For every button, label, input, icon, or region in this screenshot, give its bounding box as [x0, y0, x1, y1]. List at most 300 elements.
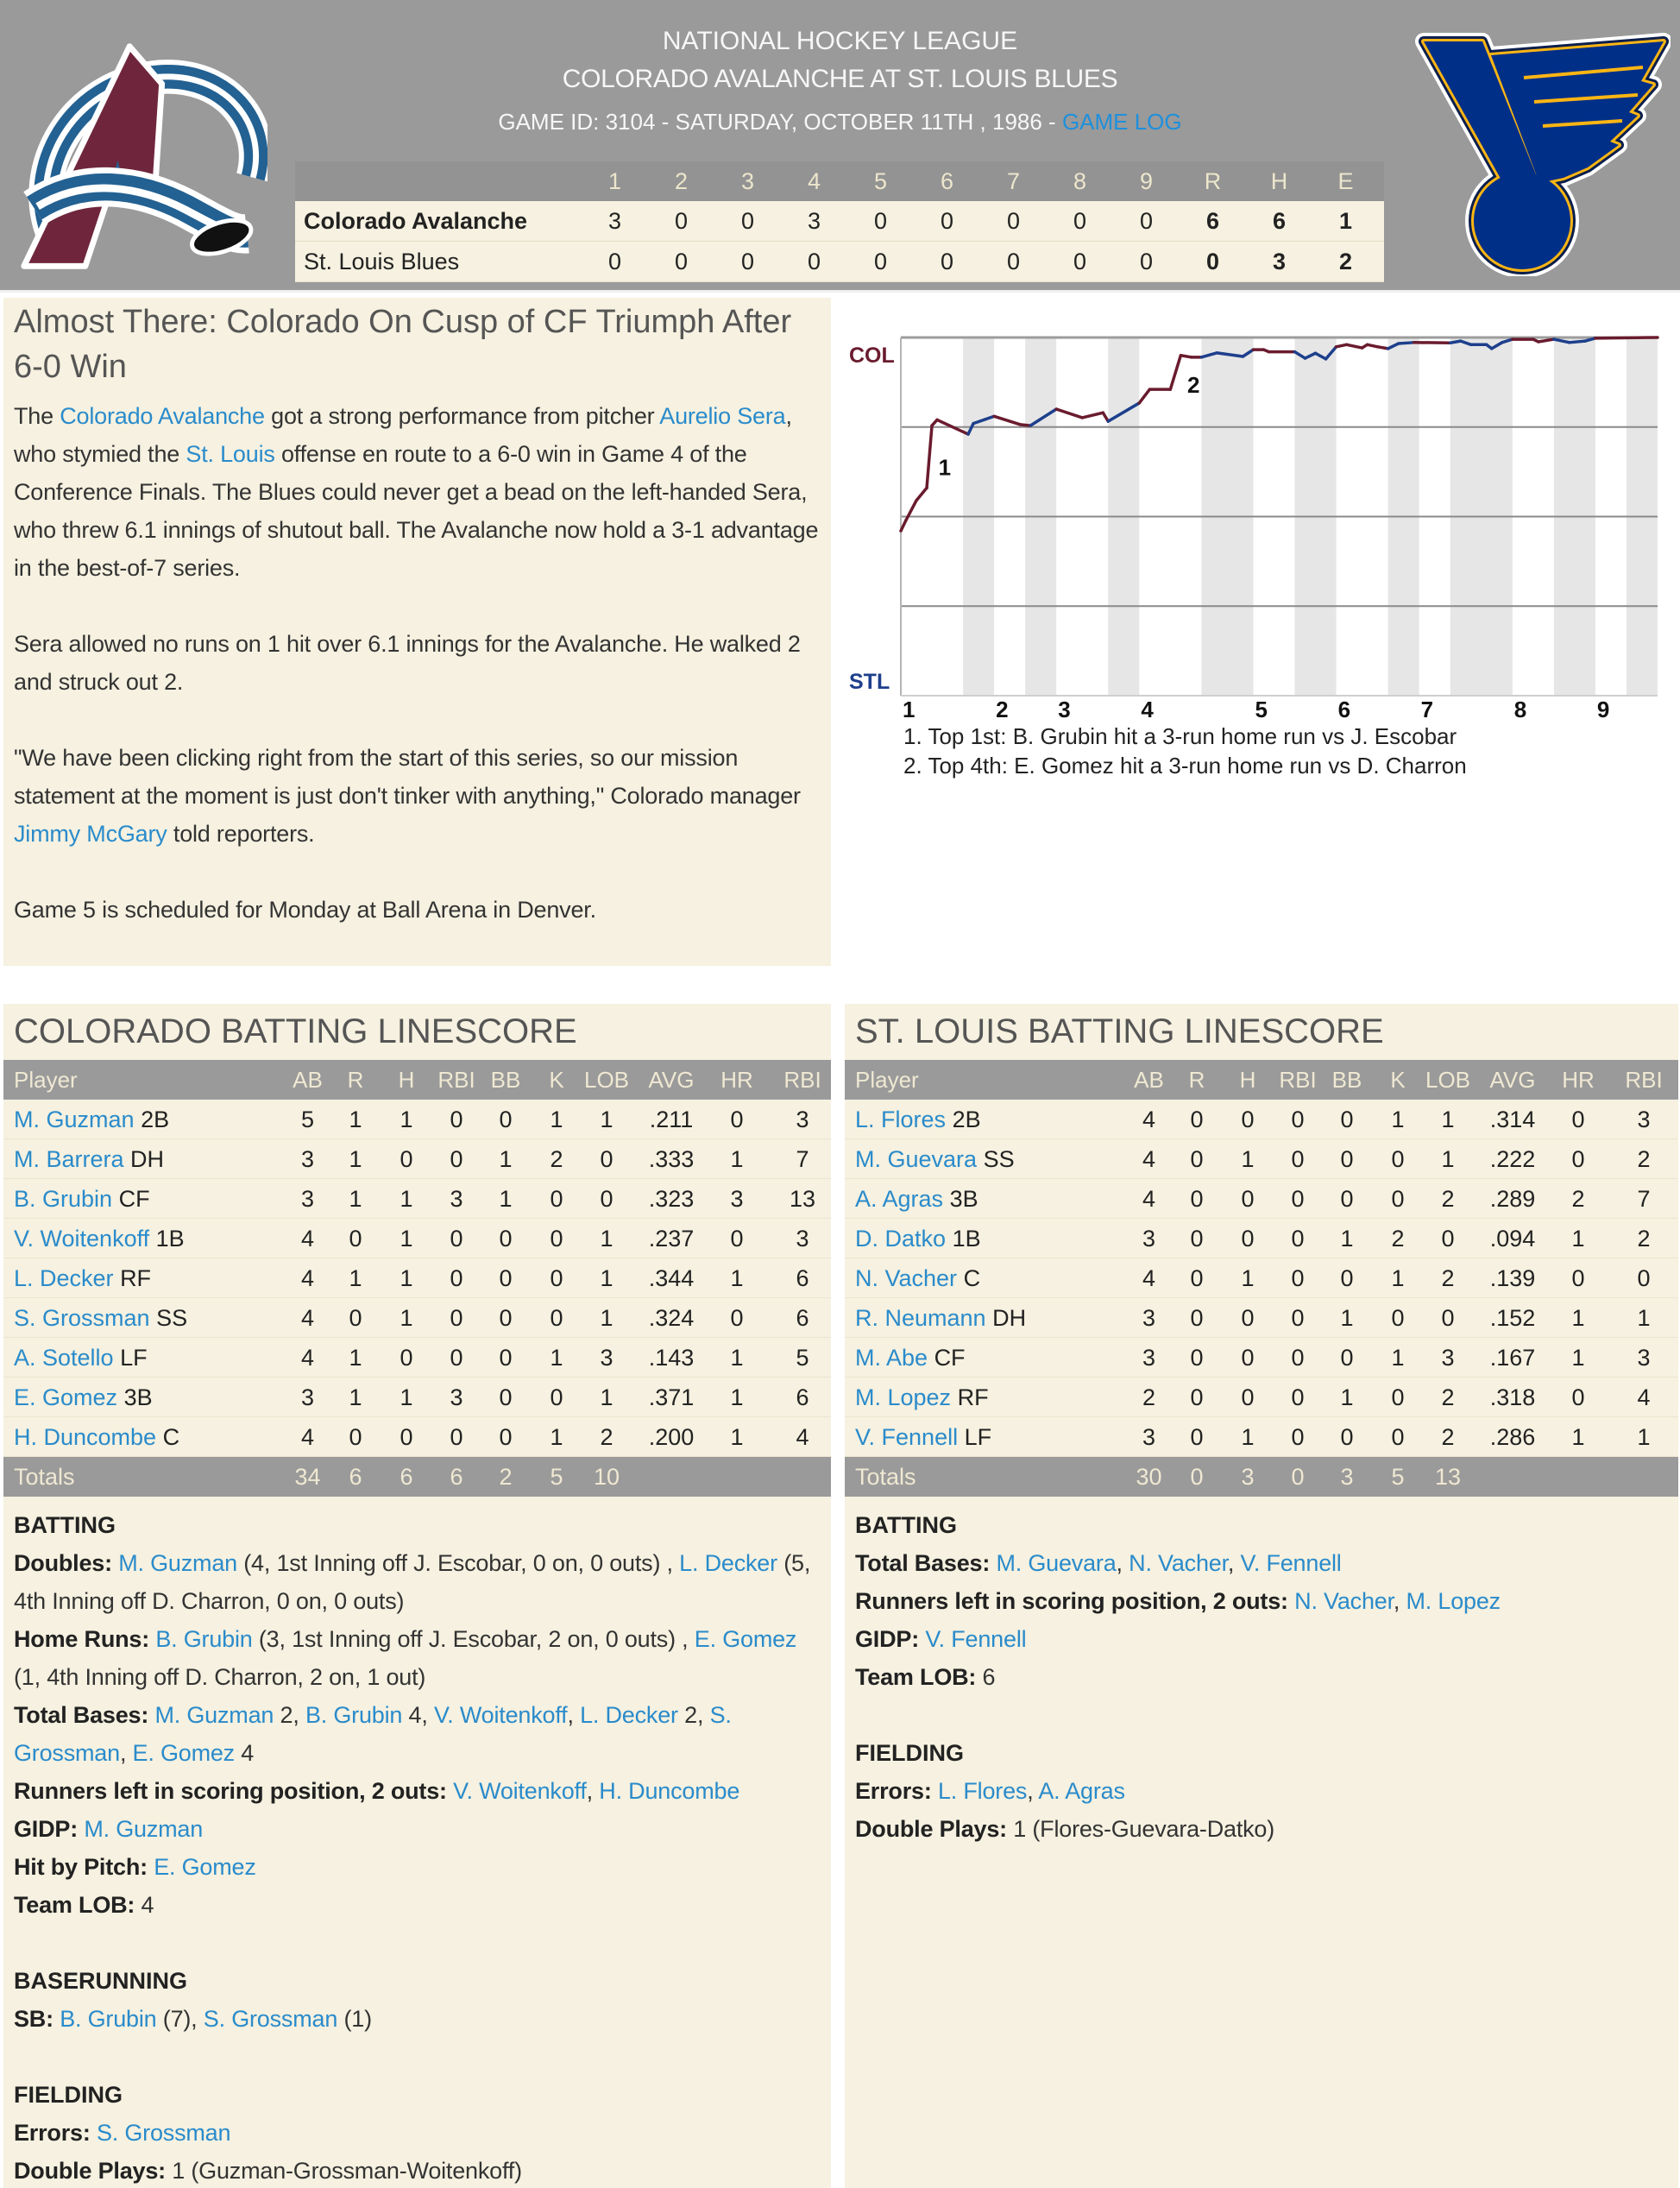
stat-cell: 0 — [499, 1305, 513, 1331]
text-segment: 4 — [135, 1892, 154, 1918]
table-row — [845, 1179, 1678, 1219]
notes-label: Team LOB: — [14, 1892, 135, 1918]
scoreboard-score: 3 — [1272, 249, 1287, 274]
scoreboard-score: 0 — [873, 249, 888, 274]
inning-tick-label: 4 — [1141, 697, 1154, 722]
totals-label: Totals — [855, 1464, 916, 1490]
entity-link[interactable]: N. Vacher — [1129, 1550, 1228, 1576]
player-link[interactable]: N. Vacher — [855, 1265, 958, 1291]
notes-line — [14, 2000, 821, 2038]
notes-line — [14, 2114, 821, 2152]
stat-cell: 2 — [1441, 1424, 1455, 1450]
player-link[interactable]: M. Lopez — [855, 1384, 952, 1410]
stat-cell: 0 — [1291, 1186, 1305, 1212]
stat-cell: 1 — [730, 1384, 744, 1410]
player-link[interactable]: A. Agras — [855, 1186, 944, 1212]
table-row — [3, 1417, 831, 1457]
stat-cell: 1 — [730, 1265, 744, 1291]
stat-cell: 1 — [1637, 1424, 1651, 1450]
player-cell — [3, 1219, 284, 1258]
notes-label: Total Bases: — [14, 1702, 149, 1728]
scoreboard-score: 0 — [873, 208, 888, 234]
stat-cell: .211 — [649, 1107, 694, 1132]
stat-cell: 3 — [450, 1384, 463, 1410]
entity-link[interactable]: M. Guevara — [996, 1550, 1117, 1576]
stat-cell: 0 — [730, 1107, 744, 1132]
totals-stat: 30 — [1136, 1464, 1162, 1490]
stat-cell: 6 — [796, 1305, 809, 1331]
stat-cell: 0 — [1190, 1305, 1204, 1331]
stat-cell: 1 — [1637, 1305, 1651, 1331]
notes-line — [14, 1620, 821, 1696]
stat-cell: 3 — [600, 1345, 613, 1371]
scoreboard-score: 0 — [1073, 208, 1087, 234]
matchup-title: COLORADO AVALANCHE AT ST. LOUIS BLUES — [562, 65, 1118, 93]
stat-cell: 0 — [1391, 1186, 1405, 1212]
notes-label: SB: — [14, 2006, 53, 2032]
text-segment: 1 (Flores-Guevara-Datko) — [1006, 1816, 1275, 1842]
scoreboard-score: 1 — [1338, 208, 1353, 234]
notes-section-heading: FIELDING — [855, 1740, 964, 1766]
scoreboard-column-header: 4 — [807, 168, 821, 194]
stat-cell: 0 — [450, 1107, 463, 1132]
scoreboard-score: 3 — [607, 208, 622, 234]
stat-cell: 0 — [400, 1146, 413, 1172]
entity-link[interactable]: L. Decker — [580, 1702, 678, 1728]
scoreboard-column-header: 5 — [873, 168, 888, 194]
entity-link[interactable]: V. Fennell — [925, 1626, 1027, 1652]
stat-cell: 1 — [600, 1107, 613, 1132]
totals-stat — [1552, 1457, 1604, 1497]
totals-stat: 5 — [1391, 1464, 1405, 1490]
notes-section — [855, 1506, 1668, 1696]
inning-tick-label: 7 — [1420, 697, 1434, 722]
entity-link[interactable]: M. Lopez — [1406, 1588, 1501, 1614]
text-segment: (4, 1st Inning off J. Escobar, 0 on, 0 outs) , — [236, 1550, 680, 1576]
stat-cell: 0 — [1571, 1384, 1585, 1410]
stat-cell: 1 — [730, 1146, 744, 1172]
stat-cell: 0 — [1190, 1345, 1204, 1371]
player-link[interactable]: B. Grubin — [14, 1186, 113, 1212]
stat-cell: 0 — [1291, 1345, 1305, 1371]
stat-cell: 0 — [1291, 1146, 1305, 1172]
notes-line — [14, 1544, 821, 1620]
stat-cell: 2 — [1441, 1186, 1455, 1212]
table-row — [3, 1258, 831, 1298]
entity-link[interactable]: V. Woitenkoff — [453, 1778, 587, 1804]
scoreboard-score: 0 — [607, 249, 622, 274]
stat-cell: 0 — [550, 1226, 563, 1252]
stat-cell: 3 — [1441, 1345, 1455, 1371]
stat-cell: .237 — [648, 1226, 695, 1252]
player-cell — [3, 1139, 284, 1179]
stat-cell: 0 — [450, 1424, 463, 1450]
entity-link[interactable]: V. Fennell — [1240, 1550, 1342, 1576]
game-log-link[interactable]: GAME LOG — [1061, 109, 1182, 135]
stat-cell: 0 — [1340, 1186, 1354, 1212]
totals-label: Totals — [14, 1464, 75, 1490]
scoreboard-score: 0 — [1073, 249, 1087, 274]
stat-cell: 0 — [1190, 1424, 1204, 1450]
player-link[interactable]: D. Datko — [855, 1226, 947, 1252]
stat-cell: 3 — [1637, 1107, 1651, 1132]
entity-link[interactable]: S. Grossman — [96, 2120, 231, 2146]
entity-link[interactable]: Jimmy McGary — [14, 821, 167, 847]
article-paragraph — [14, 625, 819, 701]
stat-cell: 0 — [1441, 1226, 1455, 1252]
column-header: BB — [490, 1067, 521, 1093]
stlouis-game-notes — [845, 1497, 1678, 1848]
player-position: SS — [156, 1305, 188, 1331]
entity-link[interactable]: E. Gomez — [694, 1626, 797, 1652]
player-link[interactable]: M. Guzman — [14, 1107, 135, 1132]
stat-cell: 0 — [349, 1305, 362, 1331]
entity-link[interactable]: V. Woitenkoff — [433, 1702, 568, 1728]
article-paragraph — [14, 739, 819, 853]
column-header: RBI — [1625, 1067, 1663, 1093]
player-link[interactable]: R. Neumann — [855, 1305, 986, 1331]
player-link[interactable]: L. Flores — [855, 1107, 947, 1132]
entity-link[interactable]: L. Decker — [679, 1550, 777, 1576]
totals-stat — [1604, 1457, 1678, 1497]
stat-cell: 0 — [1291, 1265, 1305, 1291]
notes-line — [855, 1582, 1668, 1620]
stat-cell: .289 — [1489, 1186, 1536, 1212]
stat-cell: 1 — [730, 1424, 744, 1450]
stat-cell: 0 — [499, 1107, 513, 1132]
table-row — [845, 1219, 1678, 1258]
table-row — [845, 1417, 1678, 1457]
player-link[interactable]: M. Abe — [855, 1345, 928, 1371]
player-position: 2B — [952, 1107, 981, 1132]
stat-cell: 0 — [1241, 1107, 1255, 1132]
player-link[interactable]: V. Woitenkoff — [14, 1226, 150, 1252]
player-cell — [845, 1179, 1125, 1219]
scoreboard-team-name: Colorado Avalanche — [304, 208, 528, 234]
entity-link[interactable]: E. Gomez — [132, 1740, 235, 1766]
table-row — [845, 1298, 1678, 1338]
entity-link[interactable]: Aurelio Sera — [659, 403, 786, 429]
stat-cell: 5 — [300, 1107, 315, 1132]
stat-cell: 0 — [499, 1345, 513, 1371]
player-link[interactable]: S. Grossman — [14, 1305, 150, 1331]
notes-line — [855, 1620, 1668, 1658]
stat-cell: 0 — [1391, 1305, 1405, 1331]
stat-cell: 1 — [600, 1265, 613, 1291]
stat-cell: 1 — [349, 1186, 362, 1212]
text-segment: , who stymied the — [14, 403, 792, 467]
player-cell — [845, 1417, 1125, 1457]
player-cell — [845, 1258, 1125, 1298]
entity-link[interactable]: H. Duncombe — [599, 1778, 740, 1804]
player-position: DH — [130, 1146, 165, 1172]
stat-cell: 2 — [1441, 1265, 1455, 1291]
player-position: 3B — [123, 1384, 153, 1410]
text-segment: The — [14, 403, 60, 429]
stat-cell: 1 — [1391, 1107, 1405, 1132]
entity-link[interactable]: St. Louis — [186, 441, 275, 467]
stat-cell: 0 — [450, 1265, 463, 1291]
player-link[interactable]: E. Gomez — [14, 1384, 118, 1410]
scoreboard-column-header: H — [1270, 168, 1288, 194]
table-header-row — [845, 1060, 1678, 1100]
win-probability-chart — [841, 328, 1671, 794]
notes-label: Total Bases: — [855, 1550, 991, 1576]
event-marker-label: 2 — [1186, 371, 1200, 398]
totals-stat — [763, 1457, 831, 1497]
player-position: CF — [118, 1186, 150, 1212]
entity-link[interactable]: Colorado Avalanche — [60, 403, 265, 429]
table-row — [3, 1100, 831, 1139]
text-segment: (7), — [156, 2006, 204, 2032]
column-header: AB — [293, 1067, 323, 1093]
stat-cell: 1 — [1571, 1345, 1585, 1371]
table-row — [845, 1258, 1678, 1298]
stat-cell: 1 — [1241, 1424, 1255, 1450]
stat-cell: 2 — [1637, 1226, 1651, 1252]
entity-link[interactable]: N. Vacher — [1294, 1588, 1394, 1614]
stat-cell: .139 — [1489, 1265, 1536, 1291]
stlouis-batting-table — [845, 1060, 1678, 1497]
entity-link[interactable]: L. Flores — [937, 1778, 1028, 1804]
stat-cell: 1 — [1571, 1424, 1585, 1450]
entity-link[interactable]: M. Guzman — [118, 1550, 237, 1576]
player-link[interactable]: H. Duncombe — [14, 1424, 157, 1450]
totals-stat — [632, 1457, 711, 1497]
notes-label: Home Runs: — [14, 1626, 150, 1652]
notes-line — [855, 1658, 1668, 1696]
stat-cell: 1 — [349, 1345, 362, 1371]
stat-cell: 0 — [1391, 1384, 1405, 1410]
stat-cell: 4 — [1142, 1146, 1156, 1172]
player-cell — [845, 1378, 1125, 1417]
entity-link[interactable]: B. Grubin — [305, 1702, 403, 1728]
text-segment — [932, 1778, 938, 1804]
stat-cell: 1 — [1441, 1146, 1455, 1172]
stat-cell: 4 — [1142, 1186, 1156, 1212]
player-position: 1B — [952, 1226, 981, 1252]
player-position: LF — [120, 1345, 148, 1371]
text-segment: 1 (Guzman-Grossman-Woitenkoff) — [165, 2158, 522, 2184]
stat-cell: 0 — [550, 1186, 563, 1212]
notes-label: Errors: — [14, 2120, 91, 2146]
player-cell — [845, 1298, 1125, 1338]
stat-cell: 2 — [1637, 1146, 1651, 1172]
stat-cell: 0 — [499, 1265, 513, 1291]
table-row — [3, 1378, 831, 1417]
inning-tick-label: 8 — [1513, 697, 1527, 722]
stat-cell: 4 — [300, 1305, 315, 1331]
totals-stat: 6 — [400, 1464, 413, 1490]
win-probability-segment — [1595, 337, 1658, 338]
text-segment: , — [1027, 1778, 1039, 1804]
stat-cell: 1 — [400, 1384, 413, 1410]
column-header: HR — [720, 1067, 753, 1093]
notes-line — [855, 1772, 1668, 1810]
column-header: Player — [855, 1067, 919, 1093]
inning-tick-label: 2 — [996, 697, 1009, 722]
stat-cell: 0 — [1441, 1305, 1455, 1331]
column-header: R — [1188, 1067, 1205, 1093]
notes-section-heading: BATTING — [855, 1512, 957, 1538]
chart-annotations — [903, 722, 1467, 780]
scoreboard-score: 0 — [1139, 208, 1154, 234]
entity-link[interactable]: S. Grossman — [203, 2006, 338, 2032]
stat-cell: 5 — [796, 1345, 809, 1371]
scoreboard-column-header: 7 — [1006, 168, 1021, 194]
stat-cell: .143 — [648, 1345, 695, 1371]
stat-cell: .318 — [1489, 1384, 1536, 1410]
notes-line — [855, 1810, 1668, 1848]
notes-line — [14, 1886, 821, 1924]
stat-cell: 3 — [300, 1186, 315, 1212]
player-link[interactable]: L. Decker — [14, 1265, 114, 1291]
player-position: 3B — [949, 1186, 978, 1212]
scoreboard-score: 6 — [1205, 208, 1220, 234]
totals-stat: 0 — [1291, 1464, 1305, 1490]
totals-stat: 3 — [1340, 1464, 1354, 1490]
stat-cell: 0 — [1571, 1265, 1585, 1291]
stat-cell: 3 — [1142, 1345, 1156, 1371]
stat-cell: 3 — [1142, 1424, 1156, 1450]
table-header-row — [3, 1060, 831, 1100]
stat-cell: 0 — [1241, 1345, 1255, 1371]
scoreboard-column-header: 2 — [674, 168, 689, 194]
stat-cell: 0 — [1241, 1226, 1255, 1252]
win-probability-svg — [841, 328, 1671, 725]
player-position: C — [162, 1424, 180, 1450]
text-segment: 4 — [234, 1740, 255, 1766]
stat-cell: 1 — [400, 1107, 413, 1132]
text-segment: , — [586, 1778, 600, 1804]
stat-cell: 0 — [600, 1146, 613, 1172]
player-position: 2B — [141, 1107, 170, 1132]
colorado-batting-title: COLORADO BATTING LINESCORE — [14, 1012, 577, 1050]
entity-link[interactable]: B. Grubin — [155, 1626, 253, 1652]
stat-cell: 0 — [1190, 1146, 1204, 1172]
scoreboard-header-row — [295, 161, 1384, 201]
stat-cell: 1 — [400, 1226, 413, 1252]
stat-cell: .371 — [648, 1384, 695, 1410]
stat-cell: 0 — [450, 1305, 463, 1331]
stat-cell: 0 — [1291, 1424, 1305, 1450]
notes-line — [14, 1848, 821, 1886]
scoreboard-score: 0 — [740, 208, 755, 234]
stat-cell: 1 — [1571, 1226, 1585, 1252]
totals-stat: 6 — [349, 1464, 362, 1490]
player-link[interactable]: A. Sotello — [14, 1345, 114, 1371]
entity-link[interactable]: M. Guzman — [154, 1702, 274, 1728]
win-probability-segment — [1020, 425, 1030, 426]
game-recap-article — [3, 298, 831, 966]
notes-line — [14, 1696, 821, 1772]
player-position: CF — [934, 1345, 966, 1371]
stat-cell: 0 — [1340, 1107, 1354, 1132]
text-segment: , — [119, 1740, 133, 1766]
stat-cell: 4 — [300, 1424, 315, 1450]
stlouis-batting-title: ST. LOUIS BATTING LINESCORE — [855, 1012, 1384, 1050]
totals-stat: 34 — [294, 1464, 321, 1490]
event-marker-label: 1 — [938, 454, 952, 481]
entity-link[interactable]: S. Grossman — [14, 1702, 732, 1766]
stat-cell: 2 — [550, 1146, 563, 1172]
scoreboard-column-header: 1 — [607, 168, 622, 194]
stat-cell: .324 — [648, 1305, 695, 1331]
stat-cell: 0 — [499, 1384, 513, 1410]
notes-section-heading: BASERUNNING — [14, 1968, 188, 1994]
stlouis-batting-panel — [845, 1004, 1678, 2188]
notes-label: Errors: — [855, 1778, 932, 1804]
stat-cell: 1 — [1241, 1146, 1255, 1172]
player-position: DH — [992, 1305, 1027, 1331]
stat-cell: 0 — [1340, 1345, 1354, 1371]
inning-tick-label: 3 — [1058, 697, 1071, 722]
text-segment: 2, — [677, 1702, 710, 1728]
player-cell — [845, 1100, 1125, 1139]
stat-cell: 1 — [499, 1146, 513, 1172]
player-link[interactable]: V. Fennell — [855, 1424, 959, 1450]
chart-annotation: 2. Top 4th: E. Gomez hit a 3-run home run vs D. Charron — [903, 753, 1467, 779]
stat-cell: 1 — [349, 1384, 362, 1410]
article-body — [14, 397, 819, 929]
colorado-batting-panel — [3, 1004, 831, 2188]
notes-label: Runners left in scoring position, 2 outs: — [855, 1588, 1288, 1614]
stat-cell: 0 — [1291, 1226, 1305, 1252]
stat-cell: 3 — [1142, 1305, 1156, 1331]
stat-cell: 0 — [400, 1345, 413, 1371]
column-header: LOB — [583, 1067, 630, 1093]
column-header: H — [1239, 1067, 1256, 1093]
notes-section — [14, 2076, 821, 2188]
stat-cell: 0 — [1291, 1107, 1305, 1132]
totals-stat: 10 — [593, 1464, 620, 1490]
inning-tick-label: 5 — [1255, 697, 1268, 722]
totals-stat: 3 — [1241, 1464, 1255, 1490]
stat-cell: 0 — [730, 1226, 744, 1252]
player-cell — [3, 1298, 284, 1338]
player-link[interactable]: M. Barrera — [14, 1146, 124, 1172]
inning-tick-label: 6 — [1337, 697, 1351, 722]
notes-line — [855, 1544, 1668, 1582]
y-top-label-col: COL — [849, 344, 895, 368]
player-cell — [845, 1219, 1125, 1258]
text-segment: , — [1393, 1588, 1406, 1614]
entity-link[interactable]: E. Gomez — [154, 1854, 256, 1880]
scoreboard-column-header: 8 — [1073, 168, 1087, 194]
stat-cell: .286 — [1489, 1424, 1536, 1450]
stat-cell: 1 — [1340, 1226, 1354, 1252]
scoreboard-column-header: E — [1337, 168, 1354, 194]
text-segment: , — [1227, 1550, 1241, 1576]
stat-cell: 0 — [1190, 1226, 1204, 1252]
stat-cell: 4 — [1637, 1384, 1651, 1410]
stat-cell: 1 — [1391, 1345, 1405, 1371]
stat-cell: 2 — [600, 1424, 613, 1450]
player-link[interactable]: M. Guevara — [855, 1146, 978, 1172]
column-header: RBI — [1279, 1067, 1317, 1093]
scoreboard-score: 0 — [674, 208, 689, 234]
stat-cell: 0 — [400, 1424, 413, 1450]
stat-cell: 2 — [1142, 1384, 1156, 1410]
stat-cell: 3 — [730, 1186, 744, 1212]
stat-cell: 0 — [1637, 1265, 1651, 1291]
entity-link[interactable]: A. Agras — [1038, 1778, 1125, 1804]
entity-link[interactable]: B. Grubin — [60, 2006, 157, 2032]
scoreboard-score: 0 — [1006, 208, 1021, 234]
text-segment: 4, — [402, 1702, 434, 1728]
entity-link[interactable]: M. Guzman — [84, 1816, 204, 1842]
player-cell — [3, 1417, 284, 1457]
